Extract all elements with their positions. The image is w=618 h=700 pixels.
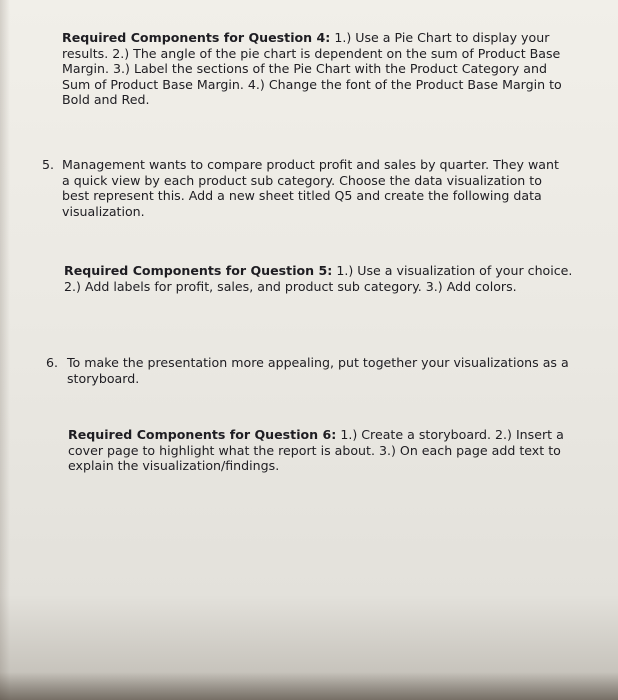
q5-line-3: best represent this. Add a new sheet titled Q5 and create the following data (62, 188, 542, 204)
q5-req-line-1: Required Components for Question 5: 1.) Use a visualization of your choice. (64, 263, 573, 278)
q6-req-line-2: cover page to highlight what the report is about. 3.) On each page add text to (68, 442, 561, 458)
q5-text (62, 157, 592, 219)
page-bottom-shadow (0, 672, 618, 700)
q4-req-line-3: Margin. 3.) Label the sections of the Pie Chart with the Product Category and (62, 61, 547, 77)
q6-text (67, 355, 587, 386)
q5-line-2: a quick view by each product sub category. Choose the data visualization to (62, 172, 542, 188)
q5-line-1: Management wants to compare product profit and sales by quarter. They want (62, 157, 559, 172)
q6-requirements (68, 427, 588, 474)
q6-number: 6. (46, 355, 59, 370)
q5-number: 5. (42, 157, 55, 172)
page-shadow-left (0, 0, 10, 700)
q4-req-line-2: results. 2.) The angle of the pie chart is dependent on the sum of Product Base (62, 45, 561, 61)
q4-req-line-4: Sum of Product Base Margin. 4.) Change the font of the Product Base Margin to (62, 76, 562, 92)
q5-req-line-2: 2.) Add labels for profit, sales, and product sub category. 3.) Add colors. (64, 278, 517, 294)
q6-req-line-1: Required Components for Question 6: 1.) Create a storyboard. 2.) Insert a (68, 427, 564, 442)
q5-requirements (64, 263, 584, 294)
q4-req-line-5: Bold and Red. (62, 92, 150, 108)
q6-line-1: To make the presentation more appealing, put together your visualizations as a (67, 355, 569, 370)
q6-line-2: storyboard. (67, 370, 140, 386)
q5-line-4: visualization. (62, 203, 145, 219)
q4-req-line-1: Required Components for Question 4: 1.) Use a Pie Chart to display your (62, 30, 550, 45)
q6-req-line-3: explain the visualization/findings. (68, 458, 280, 474)
q4-requirements (62, 30, 602, 108)
